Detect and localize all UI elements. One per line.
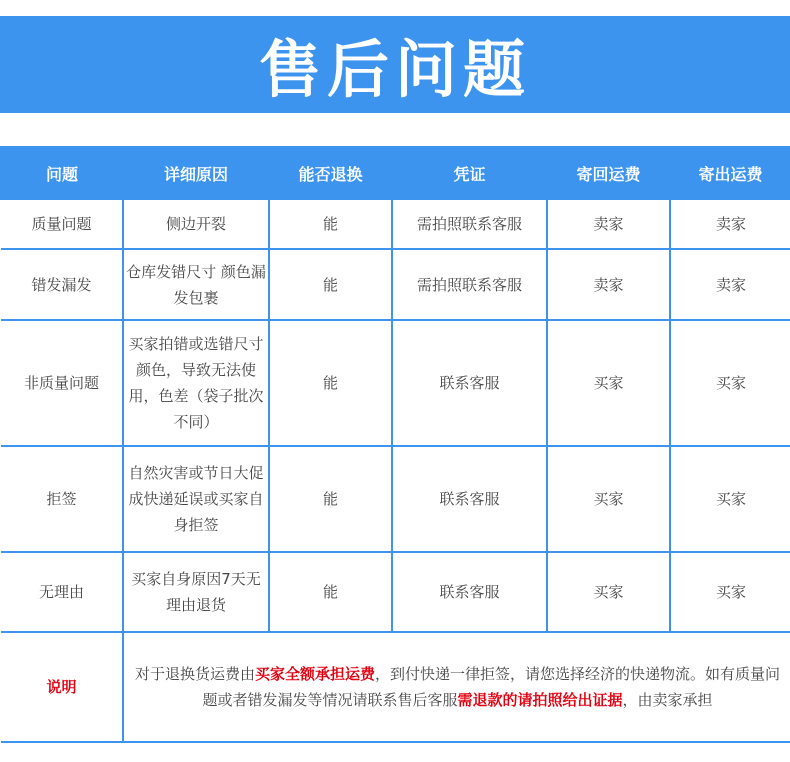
header-cell: 详细原因 bbox=[123, 147, 269, 199]
returnable-cell: 能 bbox=[269, 552, 392, 632]
issue-cell: 错发漏发 bbox=[1, 249, 123, 320]
returnable-cell: 能 bbox=[269, 199, 392, 249]
table-row bbox=[1, 552, 790, 632]
reason-cell: 买家拍错或选错尺寸颜色，导致无法使用，色差（袋子批次不同） bbox=[123, 320, 269, 446]
header-cell: 能否退换 bbox=[269, 147, 392, 199]
header-row bbox=[1, 147, 790, 199]
table-row bbox=[1, 199, 790, 249]
return-shipping-cell: 卖家 bbox=[547, 199, 670, 249]
send-shipping-cell: 买家 bbox=[670, 552, 790, 632]
title-banner bbox=[0, 16, 790, 113]
table-row bbox=[1, 249, 790, 320]
reason-cell: 买家自身原因7天无理由退货 bbox=[123, 552, 269, 632]
note-text-part: ，到付快递一律拒签，请您选择经济的快递物流。如有质量问题或者错发漏发等情况请联系售后客服 bbox=[202, 665, 781, 709]
proof-cell: 联系客服 bbox=[392, 446, 547, 552]
return-shipping-cell: 卖家 bbox=[547, 249, 670, 320]
issue-cell: 拒签 bbox=[1, 446, 123, 552]
header-cell: 凭证 bbox=[392, 147, 547, 199]
return-shipping-cell: 买家 bbox=[547, 552, 670, 632]
issue-cell: 质量问题 bbox=[1, 199, 123, 249]
send-shipping-cell: 卖家 bbox=[670, 249, 790, 320]
send-shipping-cell: 买家 bbox=[670, 320, 790, 446]
proof-cell: 需拍照联系客服 bbox=[392, 249, 547, 320]
table-row bbox=[1, 446, 790, 552]
note-text-part: ，由卖家承担 bbox=[622, 691, 713, 709]
table-row bbox=[1, 320, 790, 446]
note-text bbox=[123, 632, 790, 742]
note-row bbox=[1, 632, 790, 742]
header-cell: 问题 bbox=[1, 147, 123, 199]
header-cell: 寄出运费 bbox=[670, 147, 790, 199]
reason-cell: 自然灾害或节日大促成快递延误或买家自身拒签 bbox=[123, 446, 269, 552]
reason-cell: 侧边开裂 bbox=[123, 199, 269, 249]
returnable-cell: 能 bbox=[269, 446, 392, 552]
note-label: 说明 bbox=[1, 632, 123, 742]
note-highlight: 需退款的请拍照给出证据 bbox=[457, 691, 623, 709]
reason-cell: 仓库发错尺寸 颜色漏发包裹 bbox=[123, 249, 269, 320]
note-highlight: 买家全额承担运费 bbox=[254, 665, 375, 683]
after-sales-table bbox=[0, 146, 790, 743]
proof-cell: 联系客服 bbox=[392, 320, 547, 446]
returnable-cell: 能 bbox=[269, 320, 392, 446]
return-shipping-cell: 买家 bbox=[547, 446, 670, 552]
send-shipping-cell: 卖家 bbox=[670, 199, 790, 249]
return-shipping-cell: 买家 bbox=[547, 320, 670, 446]
issue-cell: 无理由 bbox=[1, 552, 123, 632]
proof-cell: 联系客服 bbox=[392, 552, 547, 632]
issue-cell: 非质量问题 bbox=[1, 320, 123, 446]
returnable-cell: 能 bbox=[269, 249, 392, 320]
page-title: 售后问题 bbox=[258, 33, 531, 106]
send-shipping-cell: 买家 bbox=[670, 446, 790, 552]
note-text-part: 对于退换货运费由 bbox=[134, 665, 255, 683]
header-cell: 寄回运费 bbox=[547, 147, 670, 199]
proof-cell: 需拍照联系客服 bbox=[392, 199, 547, 249]
